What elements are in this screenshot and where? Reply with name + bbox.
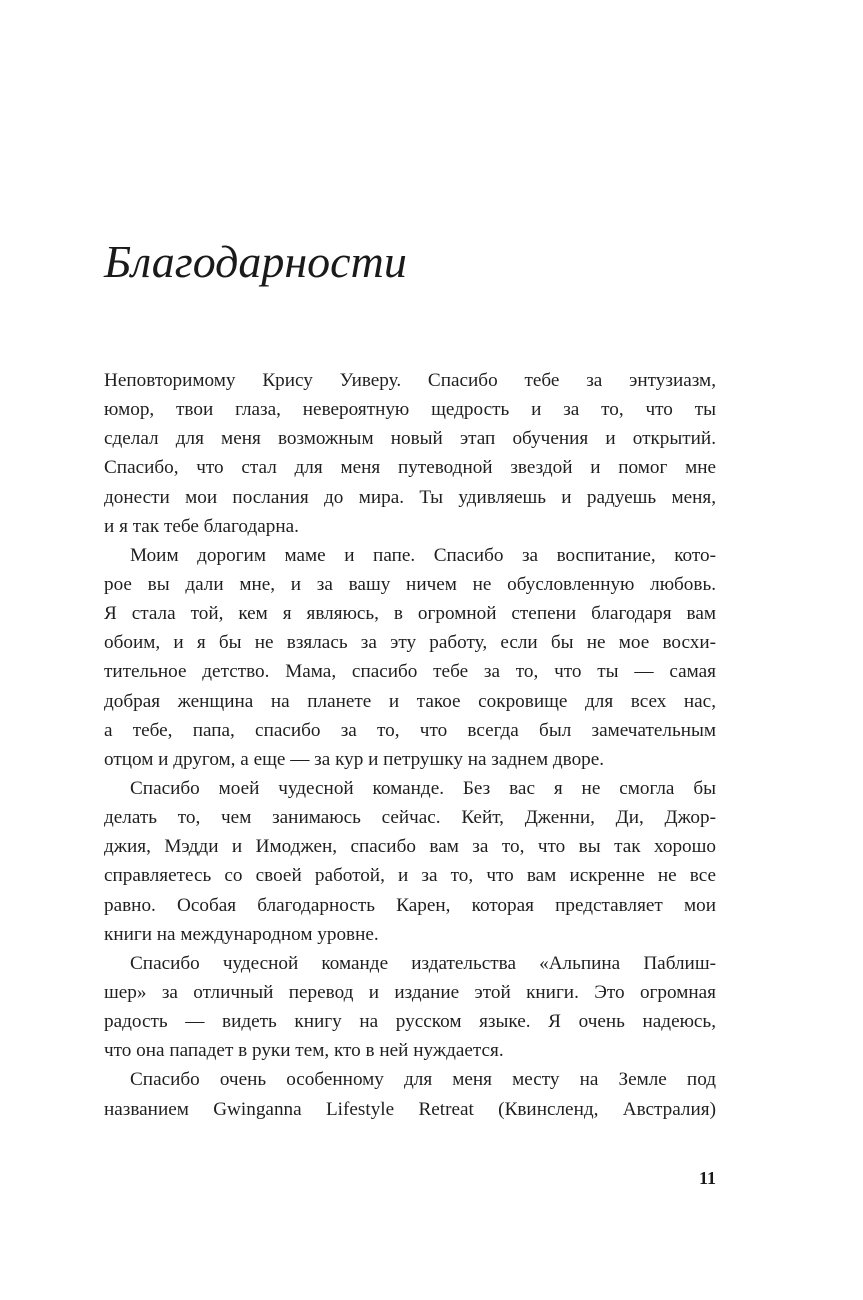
text-line: а тебе, папа, спасибо за то, что всегда был замечательным (104, 719, 716, 741)
text-line: названием Gwinganna Lifestyle Retreat (Квинсленд, Австралия) (104, 1098, 716, 1120)
text-line: что она пападет в руки тем, кто в ней нуждается. (104, 1040, 504, 1062)
text-line: и я так тебе благодарна. (104, 515, 299, 537)
text-line: делать то, чем занимаюсь сейчас. Кейт, Дженни, Ди, Джор- (104, 807, 716, 829)
text-line: джия, Мэдди и Имоджен, спасибо вам за то, что вы так хорошо (104, 836, 716, 858)
text-line: добрая женщина на планете и такое сокровище для всех нас, (104, 690, 716, 712)
text-line: Спасибо чудесной команде издательства «Альпина Паблиш- (130, 952, 716, 974)
text-line: рое вы дали мне, и за вашу ничем не обусловленную любовь. (104, 573, 716, 595)
text-line: Спасибо моей чудесной команде. Без вас я не смогла бы (130, 777, 716, 799)
text-line: шер» за отличный перевод и издание этой книги. Это огромная (104, 981, 716, 1003)
text-line: Спасибо очень особенному для меня месту на Земле под (130, 1069, 716, 1091)
page-number: 11 (698, 1168, 716, 1188)
text-line: отцом и другом, а еще — за кур и петрушку на заднем дворе. (104, 748, 605, 770)
text-line: радость — видеть книгу на русском языке. Я очень надеюсь, (104, 1011, 716, 1033)
text-line: книги на международном уровне. (104, 923, 379, 945)
text-line: юмор, твои глаза, невероятную щедрость и за то, что ты (104, 399, 716, 421)
text-line: Моим дорогим маме и папе. Спасибо за воспитание, кото- (130, 544, 716, 566)
body-text (104, 366, 716, 1124)
text-line: тительное детство. Мама, спасибо тебе за то, что ты — самая (104, 661, 716, 683)
text-line: равно. Особая благодарность Карен, которая представляет мои (104, 894, 716, 916)
text-line: донести мои послания до мира. Ты удивляешь и радуешь меня, (104, 486, 716, 508)
text-line: сделал для меня возможным новый этап обучения и открытий. (104, 428, 716, 450)
text-line: Спасибо, что стал для меня путеводной звездой и помог мне (104, 457, 716, 479)
text-line: обоим, и я бы не взялась за эту работу, если бы не мое восхи- (104, 632, 716, 654)
text-line: справляетесь со своей работой, и за то, что вам искренне не все (104, 865, 716, 887)
text-line: Неповторимому Крису Уиверу. Спасибо тебе за энтузиазм, (104, 370, 716, 391)
text-line: Я стала той, кем я являюсь, в огромной степени благодаря вам (104, 603, 716, 625)
chapter-title: Благодарности (104, 236, 407, 287)
